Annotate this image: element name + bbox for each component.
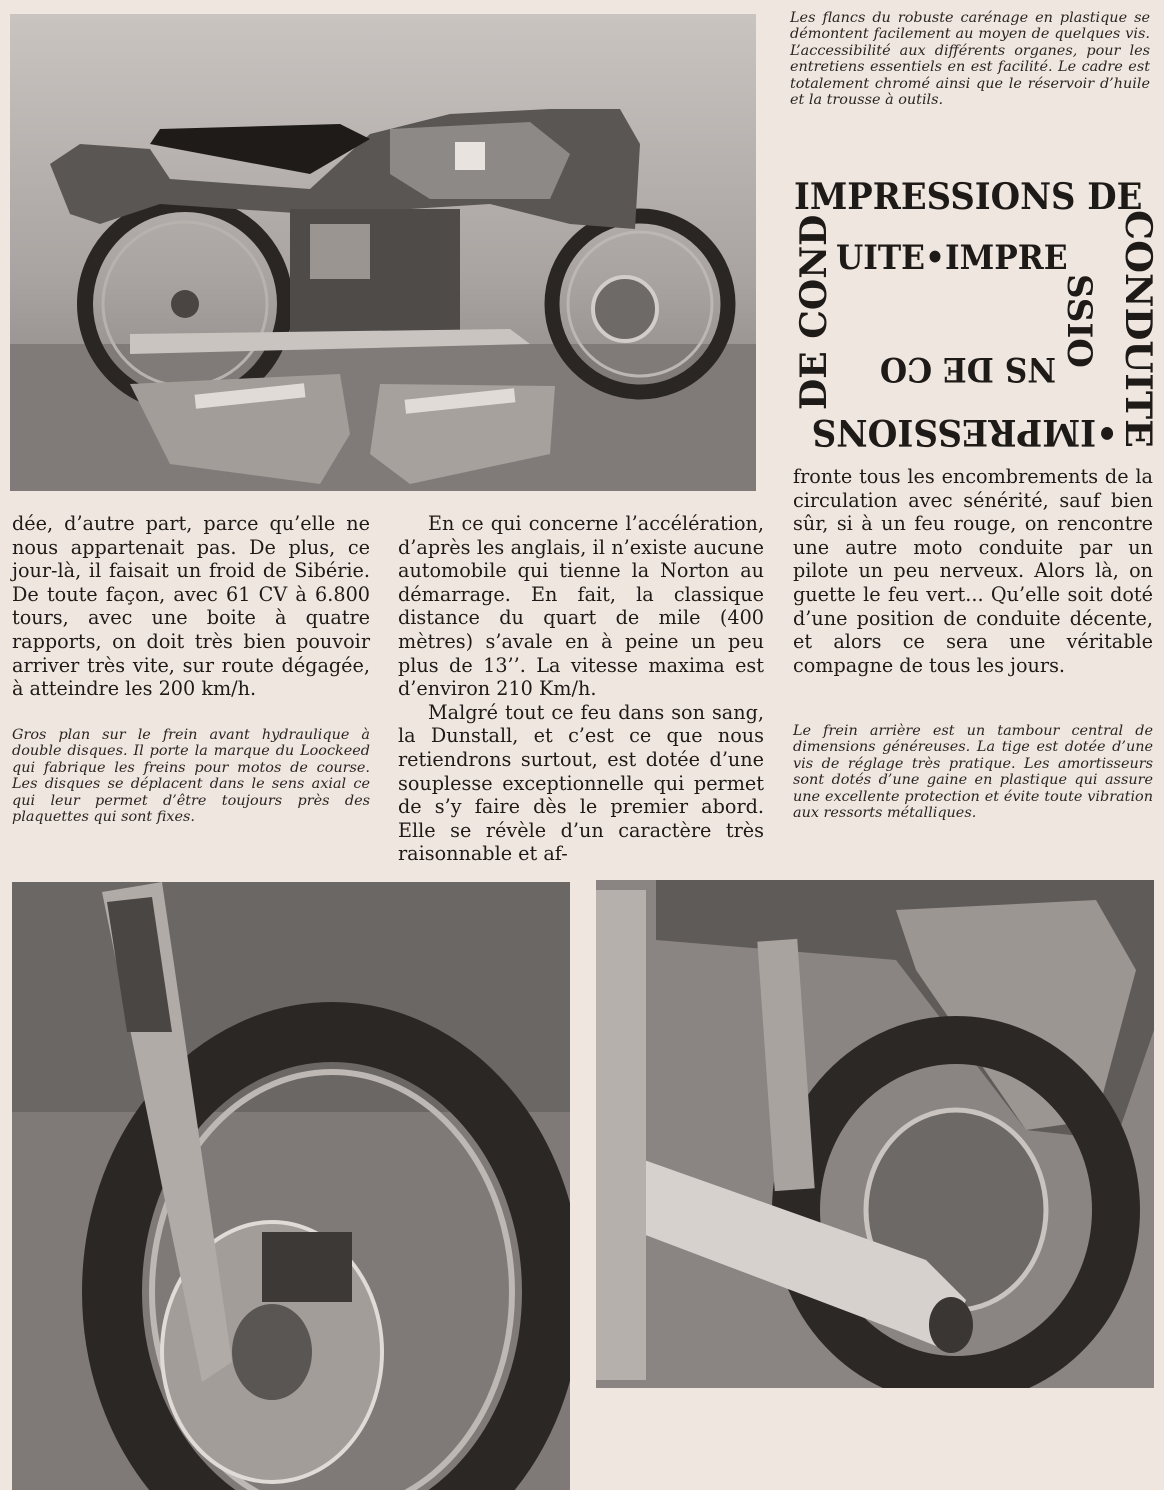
title-bottom: •IMPRESSIONS [811,411,1118,453]
body-column-2 [398,512,764,866]
title-inner-right: SSIO [1059,274,1099,368]
body-col3-text: fronte tous les encombrements de la circulation avec sénérité, sauf bien sûr, si à un feu rouge, on rencontre une autre moto conduite par un pilote un peu nerveux. Alors là, on guette le feu vert... Qu’elle soit doté d’une position de conduite décente, et alors ce sera une véritable compagne de tous les jours. [793,465,1153,677]
title-inner-top: UITE•IMPRE [836,238,1068,278]
body-column-3 [793,465,1153,677]
motorcycle-side-photo [10,14,756,491]
body-col2-paragraph-1: En ce qui concerne l’accélération, d’après les anglais, il n’existe aucune automobile qui tienne la Norton au démarrage. En fait, la classique distance du quart de mile (400 mètres) s’avale en à peine un peu plus de 13’’. La vitesse maxima est d’environ 210 Km/h. [398,512,764,701]
title-frame [780,170,1162,460]
front-brake-photo [12,882,570,1490]
caption-right: Le frein arrière est un tambour central de dimensions généreuses. La tige est dotée d’une vis de réglage très pratique. Les amortisseurs sont dotés d’une gaine en plastique qui assure une excellente protection et évite toute vibration aux ressorts métalliques. [793,723,1153,822]
title-right: CONDUITE [1117,210,1159,448]
title-inner-bottom: NS DE CO [879,349,1056,389]
caption-top-right: Les flancs du robuste carénage en plastique se démontent facilement au moyen de quelques vis. L’accessibilité aux différents organes, pour les entretiens essentiels en est facilité. Le cadre est totalement chromé ainsi que le réservoir d’huile et la trousse à outils. [790,10,1150,109]
caption-left: Gros plan sur le frein avant hydraulique à double disques. Il porte la marque du Loockeed qui fabrique les freins pour motos de course. Les disques se déplacent dans le sens axial ce qui leur permet d’être toujours près des plaquettes qui sont fixes. [12,727,370,826]
title-top: IMPRESSIONS DE [794,176,1143,218]
body-col2-paragraph-2: Malgré tout ce feu dans son sang, la Dunstall, et c’est ce que nous retiendrons surtout, est dotée d’une souplesse exceptionnelle qui permet de s’y faire dès le premier abord. Elle se révèle d’un caractère très raisonnable et af- [398,700,764,866]
body-col1-text: dée, d’autre part, parce qu’elle ne nous appartenait pas. De plus, ce jour-là, il faisait un froid de Sibérie. De toute façon, avec 61 CV à 6.800 tours, avec une boite à quatre rapports, on doit très bien pouvoir arriver très vite, sur route dégagée, à atteindre les 200 km/h. [12,512,370,701]
title-left: DE COND [793,214,835,410]
body-column-1 [12,512,370,701]
rear-brake-photo [596,880,1154,1388]
